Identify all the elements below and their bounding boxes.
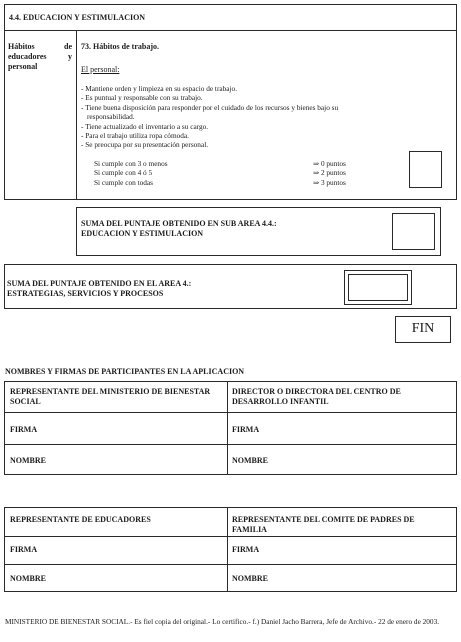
- nombre-label: NOMBRE: [232, 456, 268, 465]
- scoring-points-value: ⇒ 3 puntos: [313, 177, 346, 187]
- scoring-points: [313, 159, 346, 187]
- signature-table-1-divider: [4, 444, 457, 445]
- nombre-label: NOMBRE: [232, 574, 268, 583]
- participants-title: NOMBRES Y FIRMAS DE PARTICIPANTES EN LA APLICACION: [5, 367, 245, 376]
- footer-certification: MINISTERIO DE BIENESTAR SOCIAL.- Es fiel copia del original.- Lo certifico.- f.) Daniel Jacho Barrera, Jefe de Archivo.- 22 de enero de 2003.: [5, 617, 440, 626]
- parents-committee-header: REPRESENTANTE DEL COMITE DE PADRES DE FAMILIA: [232, 515, 415, 534]
- scoring-condition: Si cumple con 4 ó 5: [94, 168, 153, 178]
- ministry-representative-header: REPRESENTANTE DEL MINISTERIO DE BIENESTAR SOCIAL: [10, 387, 211, 406]
- list-item: - Tiene buena disposición para responder por el cuidado de los recursos y bienes bajo su responsabilidad.: [81, 102, 339, 122]
- director-header: DIRECTOR O DIRECTORA DEL CENTRO DE DESARROLLO INFANTIL: [232, 387, 401, 406]
- scoring-conditions: [94, 159, 168, 187]
- item-title: 73. Hábitos de trabajo.: [81, 42, 159, 51]
- signature-table-2-divider: [4, 564, 457, 565]
- firma-label: FIRMA: [232, 425, 260, 434]
- bullet-list: [81, 84, 381, 150]
- signature-table-1-column-divider: [227, 381, 228, 475]
- list-item: - Tiene actualizado el inventario a su cargo.: [81, 121, 209, 131]
- nombre-label: NOMBRE: [10, 574, 46, 583]
- list-item: - Para el trabajo utiliza ropa cómoda.: [81, 131, 189, 141]
- scoring-condition: Si cumple con todas: [94, 177, 153, 187]
- item-subheading: El personal:: [81, 65, 120, 74]
- firma-label: FIRMA: [10, 425, 38, 434]
- nombre-label: NOMBRE: [10, 456, 46, 465]
- section-header-divider: [4, 30, 457, 31]
- subarea-score-box[interactable]: [392, 213, 435, 250]
- list-item: - Mantiene orden y limpieza en su espacio de trabajo.: [81, 84, 238, 93]
- scoring-points-value: ⇒ 0 puntos: [313, 159, 346, 168]
- firma-label: FIRMA: [232, 545, 260, 554]
- area-sum-label: SUMA DEL PUNTAJE OBTENIDO EN EL AREA 4.: ESTRATEGIAS, SERVICIOS Y PROCESOS: [7, 279, 192, 298]
- scoring-condition: Si cumple con 3 o menos: [94, 159, 168, 168]
- educators-representative-header: REPRESENTANTE DE EDUCADORES: [10, 515, 151, 524]
- signature-table-2-column-divider: [227, 507, 228, 592]
- scoring-points-value: ⇒ 2 puntos: [313, 168, 346, 178]
- area-score-box-inner: [348, 274, 408, 301]
- firma-label: FIRMA: [10, 545, 38, 554]
- section-column-divider: [76, 30, 77, 200]
- signature-table-1-divider: [4, 412, 457, 413]
- list-item: - Es puntual y responsable con su trabajo.: [81, 93, 203, 103]
- item-score-box[interactable]: [409, 151, 442, 188]
- signature-table-2-divider: [4, 536, 457, 537]
- fin-label: FIN: [411, 321, 435, 336]
- list-item: - Se preocupa por su presentación personal.: [81, 140, 209, 150]
- subarea-sum-label: SUMA DEL PUNTAJE OBTENIDO EN SUB AREA 4.4.: EDUCACION Y ESTIMULACION: [81, 219, 277, 238]
- section-title: 4.4. EDUCACION Y ESTIMULACION: [9, 13, 146, 22]
- habits-label: Hábitos de educadores y personal: [8, 42, 72, 71]
